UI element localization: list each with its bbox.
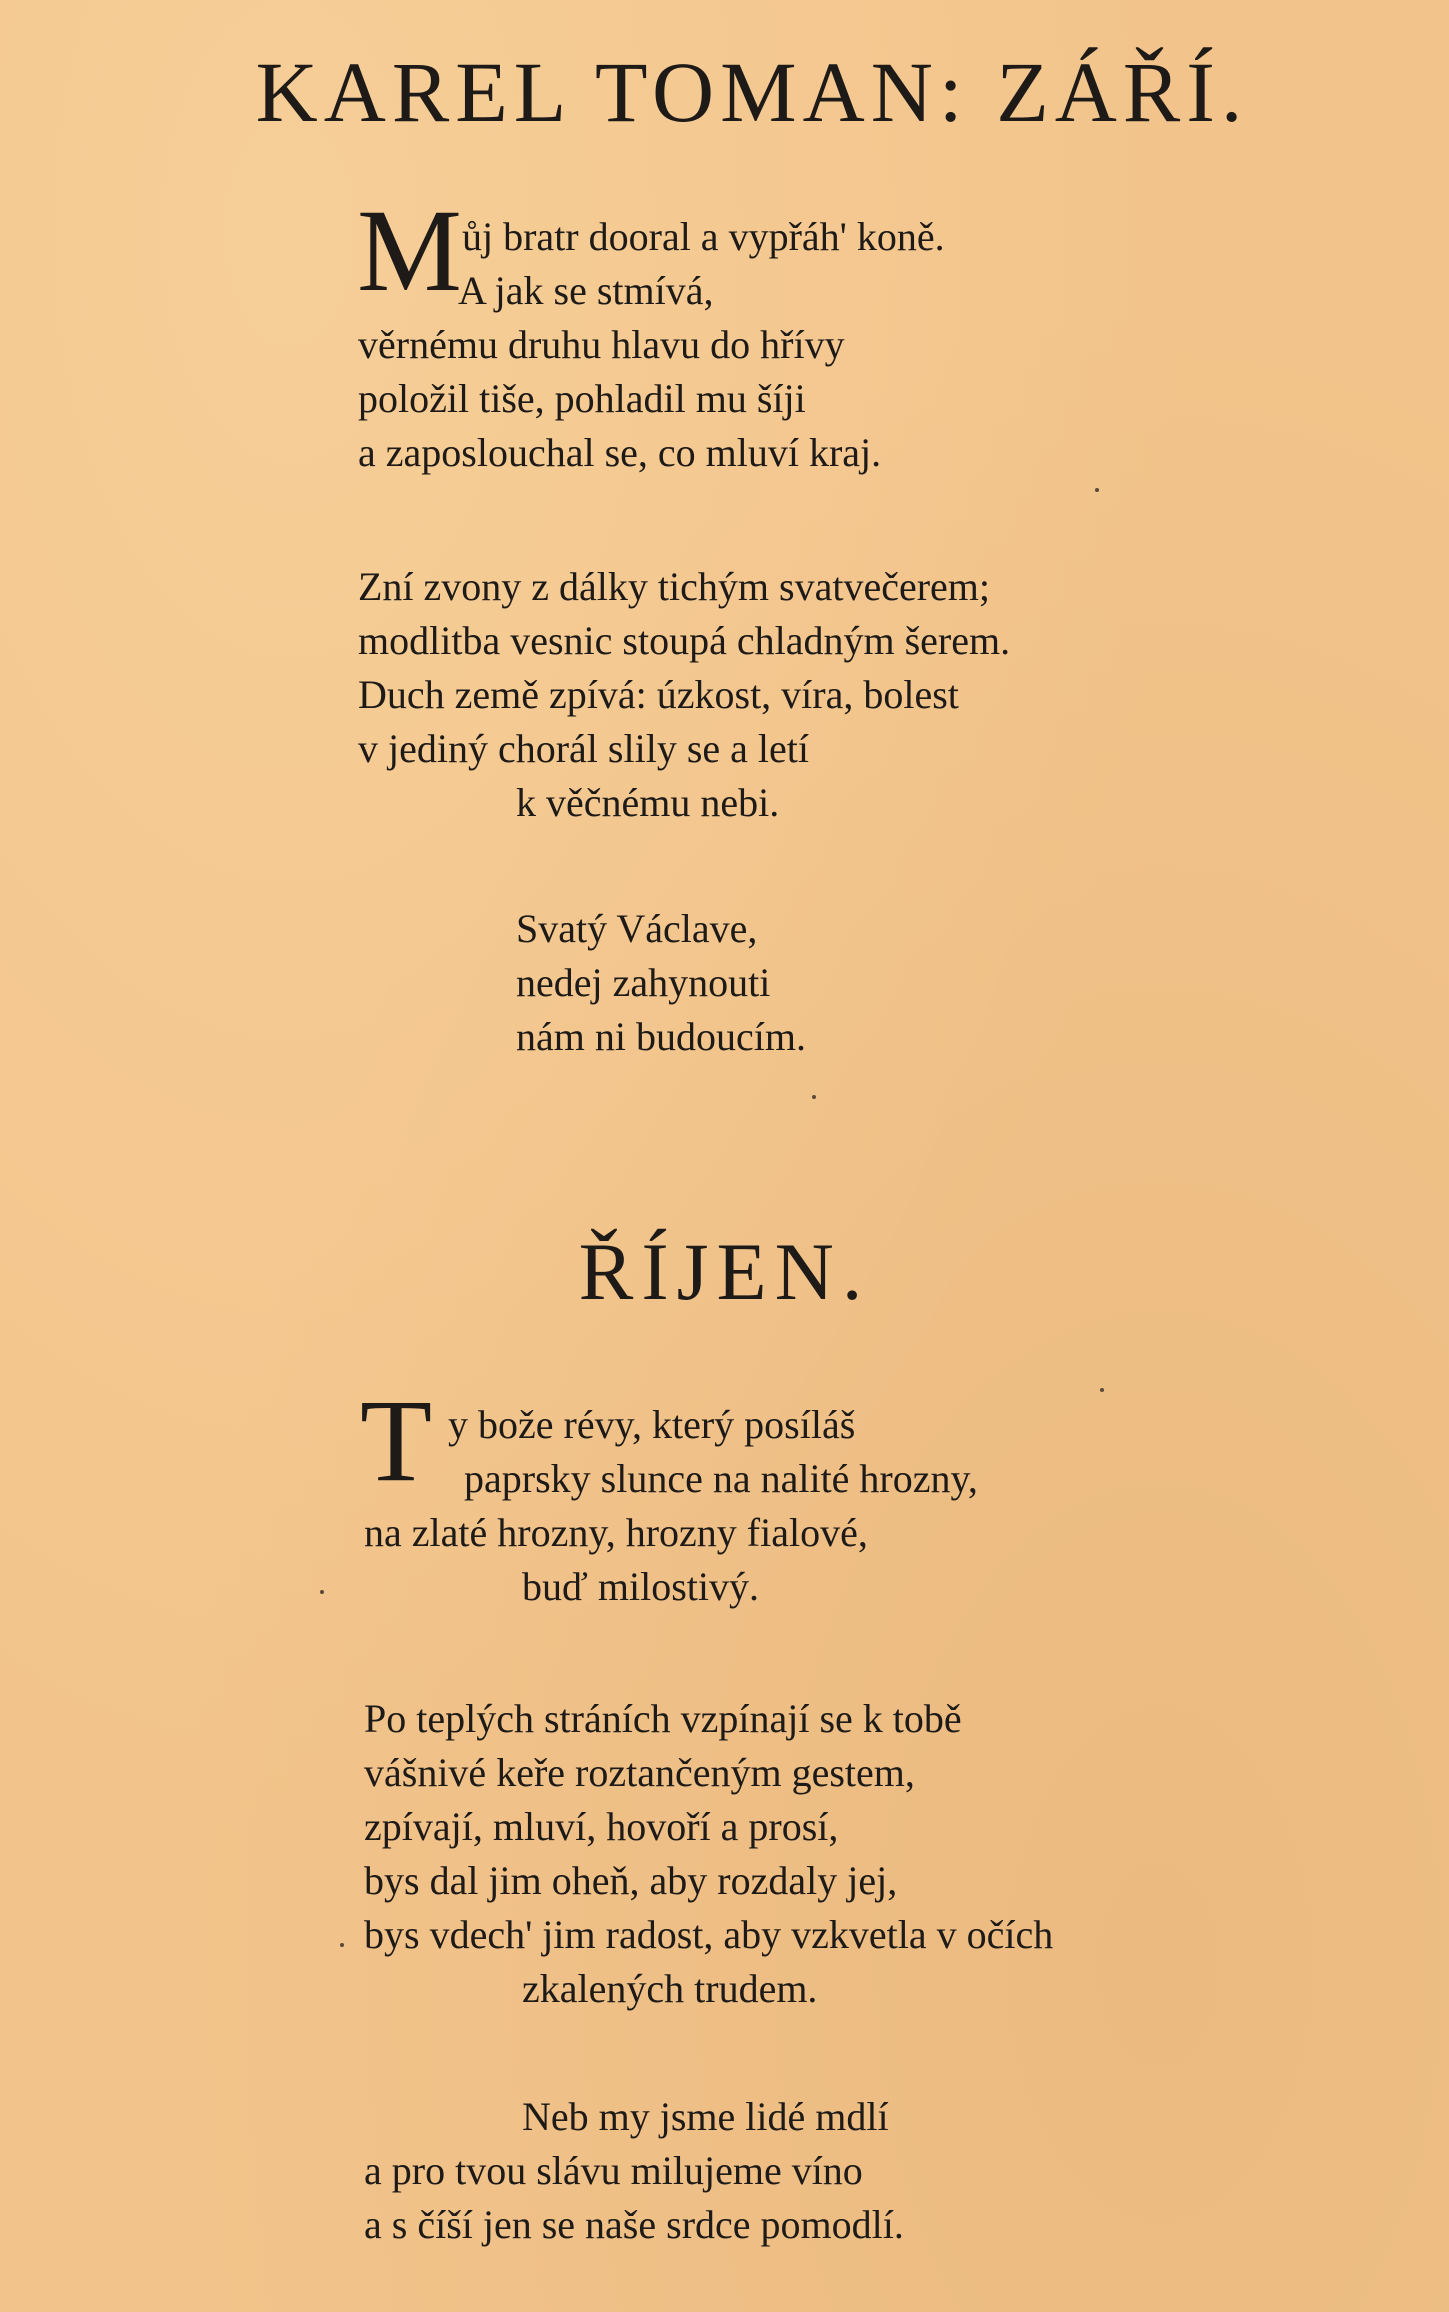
- verse-line: věrnému druhu hlavu do hřívy: [358, 322, 845, 367]
- zari-stanza-1: [358, 264, 881, 480]
- verse-line: na zlaté hrozny, hrozny fialové,: [364, 1510, 868, 1555]
- rijen-stanza-2: [364, 1692, 1053, 2016]
- zari-stanza-3: [516, 902, 806, 1064]
- verse-line: Zní zvony z dálky tichým svatvečerem;: [358, 564, 991, 609]
- verse-line: paprsky slunce na nalité hrozny,: [464, 1456, 978, 1501]
- verse-line: v jediný chorál slily se a letí: [358, 726, 809, 771]
- zari-stanza-2: [358, 560, 1010, 830]
- verse-line: nedej zahynouti: [516, 960, 771, 1005]
- verse-line: položil tiše, pohladil mu šíji: [358, 376, 806, 421]
- verse-line: Neb my jsme lidé mdlí: [522, 2094, 889, 2139]
- paper-speck: [1095, 488, 1099, 492]
- verse-line: bys dal jim oheň, aby rozdaly jej,: [364, 1858, 898, 1903]
- verse-line: a s číší jen se naše srdce pomodlí.: [364, 2202, 904, 2247]
- paper-speck: [1100, 1388, 1104, 1392]
- verse-line: y bože révy, který posíláš: [448, 1402, 856, 1447]
- verse-line: Po teplých stráních vzpínají se k tobě: [364, 1696, 962, 1741]
- verse-line: k věčnému nebi.: [516, 780, 780, 825]
- dropcap-t: T: [360, 1375, 433, 1506]
- verse-line: bys vdech' jim radost, aby vzkvetla v očích: [364, 1912, 1054, 1957]
- verse-line: vášnivé keře roztančeným gestem,: [364, 1750, 915, 1795]
- verse-line: A jak se stmívá,: [458, 268, 714, 313]
- rijen-stanza-1: [364, 1452, 978, 1614]
- dropcap-m: M: [357, 185, 462, 316]
- paper-speck: [320, 1590, 324, 1594]
- verse-line: Duch země zpívá: úzkost, víra, bolest: [358, 672, 959, 717]
- verse-line: a zaposlouchal se, co mluví kraj.: [358, 430, 882, 475]
- verse-line: Svatý Václave,: [516, 906, 758, 951]
- zari-first-line: [462, 210, 945, 264]
- paper-speck: [812, 1095, 816, 1099]
- poem-title-rijen: ŘÍJEN.: [578, 1226, 871, 1317]
- rijen-first-line: [448, 1398, 855, 1452]
- verse-line: zkalených trudem.: [522, 1966, 818, 2011]
- verse-line: buď milostivý.: [522, 1564, 759, 1609]
- verse-line: zpívají, mluví, hovoří a prosí,: [364, 1804, 839, 1849]
- verse-line: nám ni budoucím.: [516, 1014, 806, 1059]
- paper-speck: [340, 1943, 344, 1947]
- verse-line: modlitba vesnic stoupá chladným šerem.: [358, 618, 1011, 663]
- verse-line: ůj bratr dooral a vypřáh' koně.: [462, 214, 945, 259]
- verse-line: a pro tvou slávu milujeme víno: [364, 2148, 863, 2193]
- poem-title-zari: KAREL TOMAN: ZÁŘÍ.: [255, 44, 1249, 140]
- rijen-stanza-3: [364, 2090, 904, 2252]
